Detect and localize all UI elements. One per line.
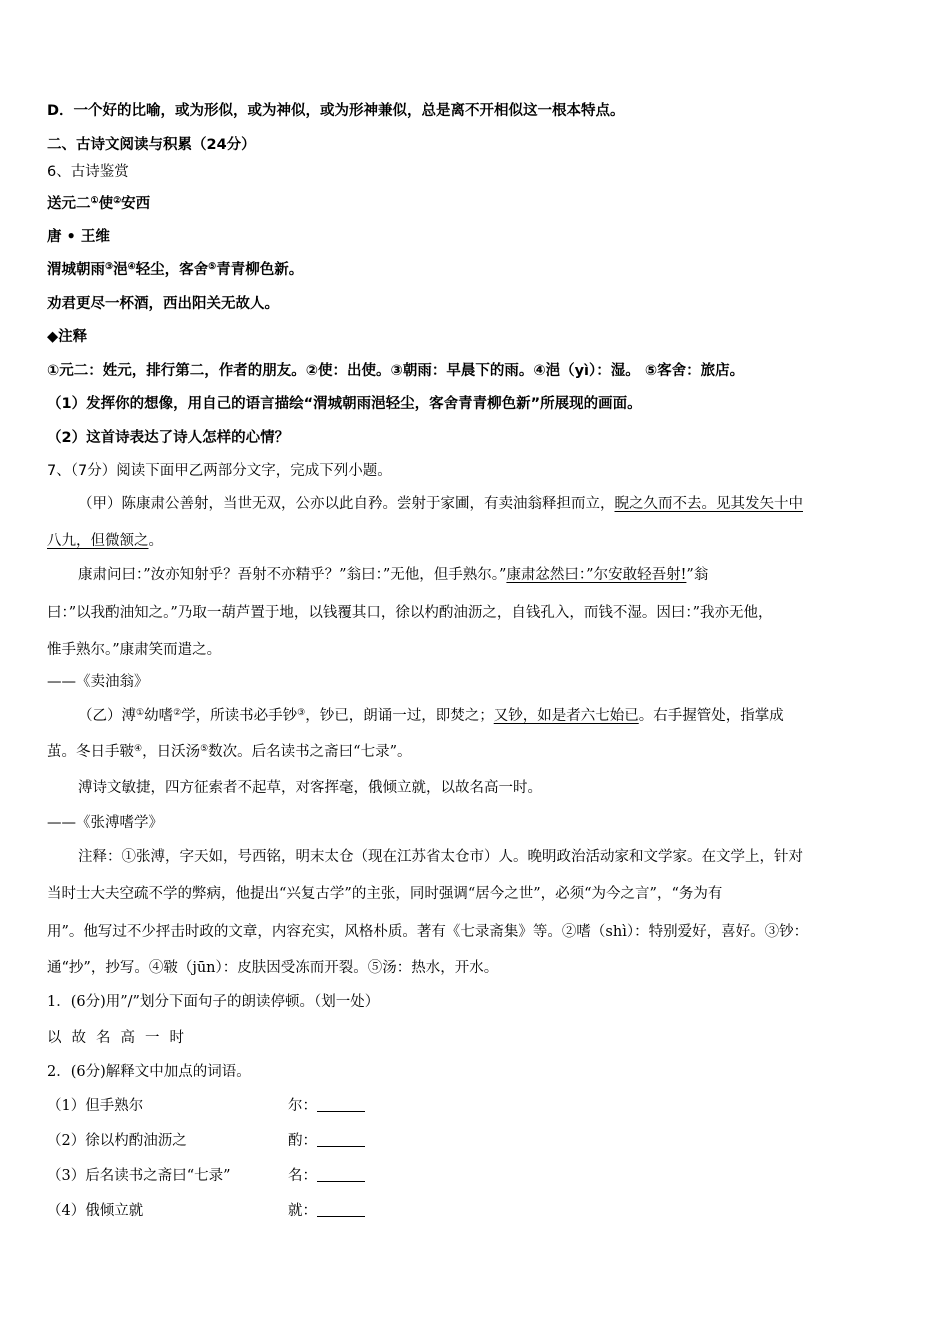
question-7-1: 1．(6分)用”/”划分下面句子的朗读停顿。（划一处） xyxy=(47,994,380,1010)
poem-title: 送元二①使②安西 xyxy=(47,195,151,212)
question-6-title: 6、古诗鉴赏 xyxy=(47,164,129,180)
passage-jia-line-5: 惟手熟尔。”康肃笑而遣之。 xyxy=(47,642,222,658)
passage-jia-line-2: 八九，但微颔之。 xyxy=(47,533,163,549)
notes-title: ◆注释 xyxy=(47,329,88,345)
answer-blank-2[interactable]: 酌： xyxy=(288,1131,365,1151)
annotation-line-3: 用”。他写过不少抨击时政的文章，内容充实，风格朴质。著有《七录斋集》等。②嗜（shì）：特别爱好，喜好。③钞： xyxy=(47,924,809,940)
annotation-line-2: 当时士大夫空疏不学的弊病，他提出“兴复古学”的主张，同时强调“居今之世”，必须“为今之言”，“务为有 xyxy=(47,886,723,902)
passage-yi-line-2: 茧。冬日手皲④，日沃汤⑤数次。后名读书之斋曰“七录”。 xyxy=(47,744,412,760)
answer-blank-3[interactable]: 名： xyxy=(288,1166,365,1186)
answer-blank-4[interactable]: 就： xyxy=(288,1201,365,1221)
question-7-title: 7、（7分）阅读下面甲乙两部分文字，完成下列小题。 xyxy=(47,463,392,479)
underlined-sentence: 康肃忿然曰：”尔安敢轻吾射! xyxy=(506,567,687,583)
option-d: D．一个好的比喻，或为形似，或为神似，或为形神兼似，总是离不开相似这一根本特点。 xyxy=(47,103,625,119)
annotation-line-1: 注释：①张溥，字天如，号西铭，明末太仓（现在江苏省太仓市）人。晚明政治活动家和文学家。在文学上，针对 xyxy=(78,849,803,865)
underlined-sentence: 又钞，如是者六七始已 xyxy=(493,708,639,724)
underlined-sentence: 睨之久而不去 xyxy=(614,496,702,512)
passage-yi-line-3: 溥诗文敏捷，四方征索者不起草，对客挥毫，俄倾立就，以故名高一时。 xyxy=(78,780,542,796)
section-title: 二、古诗文阅读与积累（24分） xyxy=(47,137,256,153)
poem-line-1: 渭城朝雨③浥④轻尘，客舍⑤青青柳色新。 xyxy=(47,261,304,278)
passage-jia-line-3: 康肃问曰：”汝亦知射乎？吾射不亦精乎？”翁曰：”无他，但手熟尔。”康肃忿然曰：”尔安敢轻吾射!”翁 xyxy=(78,567,709,583)
passage-jia-line-1: （甲）陈康肃公善射，当世无双，公亦以此自矜。尝射于家圃，有卖油翁释担而立，睨之久而不去。见其发矢十中 xyxy=(78,496,803,512)
annotation-line-4: 通“抄”，抄写。④皲（jūn）：皮肤因受冻而开裂。⑤汤：热水，开水。 xyxy=(47,960,499,976)
poem-author: 唐 • 王维 xyxy=(47,228,110,245)
passage-yi-source: ——《张溥嗜学》 xyxy=(47,815,163,831)
poem-notes: ①元二：姓元，排行第二，作者的朋友。②使：出使。③朝雨：早晨下的雨。④浥（yì）：湿。 ⑤客舍：旅店。 xyxy=(47,363,745,379)
word-item-2: （2）徐以杓酌油沥之 xyxy=(47,1133,187,1149)
pause-sentence: 以 故 名 高 一 时 xyxy=(47,1030,184,1046)
word-item-4: （4）俄倾立就 xyxy=(47,1203,144,1219)
passage-yi-line-1: （乙）溥①幼嗜②学，所读书必手钞③，钞已，朗诵一过，即焚之；又钞，如是者六七始已。右手握管处，指掌成 xyxy=(78,708,784,724)
subquestion-2: （2）这首诗表达了诗人怎样的心情？ xyxy=(47,430,290,446)
answer-blank-1[interactable]: 尔： xyxy=(288,1096,365,1116)
word-item-1: （1）但手熟尔 xyxy=(47,1098,144,1114)
subquestion-1: （1）发挥你的想像，用自己的语言描绘“渭城朝雨浥轻尘，客舍青青柳色新”所展现的画面。 xyxy=(47,396,642,412)
question-7-2: 2．(6分)解释文中加点的词语。 xyxy=(47,1064,251,1080)
word-item-3: （3）后名读书之斋曰“七录” xyxy=(47,1168,231,1184)
passage-jia-line-4: 曰：”以我酌油知之。”乃取一葫芦置于地，以钱覆其口，徐以杓酌油沥之，自钱孔入，而钱不湿。因曰：”我亦无他， xyxy=(47,605,773,621)
poem-line-2: 劝君更尽一杯酒，西出阳关无故人。 xyxy=(47,295,279,312)
passage-jia-source: ——《卖油翁》 xyxy=(47,674,149,690)
